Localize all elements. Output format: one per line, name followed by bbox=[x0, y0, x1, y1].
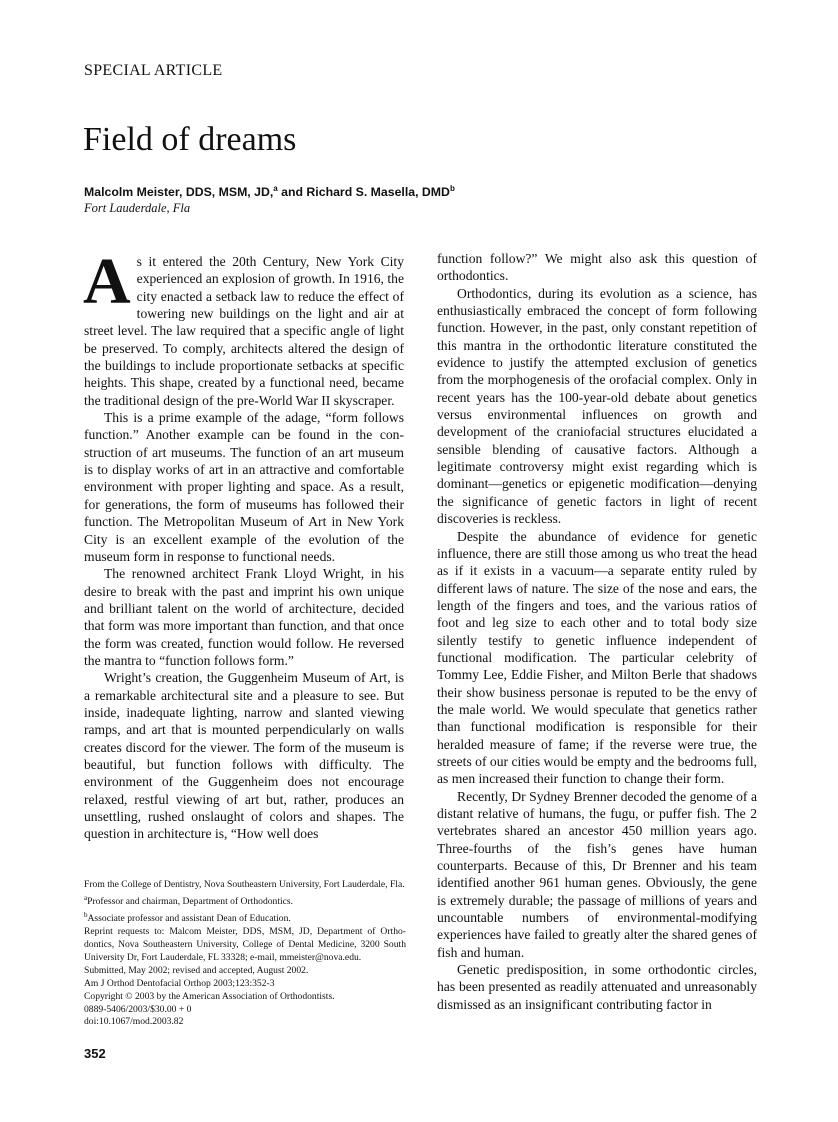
paragraph: function follow?” We might also ask this question of orthodontics. bbox=[437, 251, 757, 284]
paragraph: Wright’s creation, the Guggenheim Museum of Art, is a remarkable architectural site and a pleasure to see. But inside, inadequate lighting, narrow and slanted viewing ramps, and art that is mounted perpendicularly on walls creates discord for the viewer. The form of the museum is beautiful, but function follows with difficulty. The environment of the Guggenheim does not encourage relaxed, restful viewing of art but, rather, produces an unsettling, rushed onslaught of colors and shapes. The question in architecture is, “How well does bbox=[84, 670, 404, 842]
paragraph: The renowned architect Frank Lloyd Wright, in his desire to break with the past and imprint his own unique and brilliant talent on the world of architecture, decided that form was more important than function, and that once the form was created, function would follow. He reversed the mantra to “function follows form.” bbox=[84, 566, 404, 668]
author-line bbox=[84, 184, 455, 199]
paragraph: Orthodontics, during its evolution as a science, has enthusiastically embraced the concept of form following function. However, in the past, only constant repetition of this mantra in the orthodontic literature constituted the evidence to justify the attempted exclusion of genetics from the morphogenesis of the orofacial complex. Only in recent years has the 100-year-old debate about genetics versus environmental influences on growth and development of the craniofacial structures elucidated a sensible blending of causative factors. Although a legitimate controversy might exist regarding which is dominant—genetics or epigenetic modification—denying the significance of genetic factors in light of recent discoveries is reckless. bbox=[437, 285, 757, 527]
footnote-a: $^a$Professor and chairman, Department of Orthodontics. bbox=[84, 893, 294, 908]
doi: doi:10.1067/mod.2003.82 bbox=[84, 1016, 184, 1028]
copyright-notice: Copyright © 2003 by the American Association of Orthodontists. bbox=[84, 990, 335, 1002]
journal-citation: Am J Orthod Dentofacial Orthop 2003;123:352-3 bbox=[84, 977, 275, 989]
footnotes bbox=[84, 879, 406, 1029]
body-column-right bbox=[437, 250, 757, 1013]
paragraph: Recently, Dr Sydney Brenner decoded the genome of a distant relative of humans, the fugu, or puffer fish. The 2 vertebrates shared an ancestor 450 million years ago. Three-fourths of the fish’s genes have human counterparts. Because of this, Dr Brenner and his team identified another 961 human genes. Obviously, the gene is extremely durable; the passage of millions of years and uncountable numbers of environmental-modifying experiences have failed to greatly alter the shared genes of fish and human. bbox=[437, 788, 757, 960]
author-location: Fort Lauderdale, Fla bbox=[84, 201, 191, 215]
author-1-affiliation-marker: a bbox=[273, 184, 278, 193]
issn-price: 0889-5406/2003/$30.00 + 0 bbox=[84, 1003, 192, 1015]
paragraph: Despite the abundance of evidence for genetic influence, there are still those among us who treat the head as if it exists in a vacuum—a separate entity ruled by different laws of nature. The size of the nose and ears, the length of the fingers and toes, and the various ratios of foot and leg size to each other and to total body size silently testify to genetic influence independent of functional modification. The particular celebrity of Tommy Lee, Eddie Fisher, and Milton Berle that shadows their show business personae is reputed to be the envy of the male world. We would speculate that genetics rather than functional modification is responsible for their heralded measure of fame; if the reverse were true, the streets of our cities would be empty and the bedrooms full, as men increased their function to change their form. bbox=[437, 528, 757, 787]
footnote-b: $^b$Associate professor and assistant Dean of Education. bbox=[84, 911, 291, 925]
article-title: Field of dreams bbox=[83, 121, 297, 158]
drop-cap: A bbox=[83, 245, 131, 318]
author-1: Malcolm Meister, DDS, MSM, JD, bbox=[84, 185, 274, 200]
paragraph: This is a prime example of the adage, “form follows function.” Another example can be found in the construction of art museums. The function of an art museum is to display works of art in an attractive and comfortable environment with proper lighting and space. As a result, for generations, the form of museums has followed their function. The Metropolitan Museum of Art in New York City is an excellent example of the evolution of the museum form in response to functional needs. bbox=[84, 410, 404, 564]
section-label: SPECIAL ARTICLE bbox=[84, 62, 223, 79]
author-2-affiliation-marker: b bbox=[449, 184, 455, 193]
reprint-requests: Reprint requests to: Malcom Meister, DDS, MSM, JD, Department of Orthodontics, Nova Southeastern University, College of Dental Medicine, 3200 South University Dr, Fort Lauderdale, FL 33328; e-mail, mmeister@nova.edu. bbox=[84, 926, 406, 963]
submission-dates: Submitted, May 2002; revised and accepted, August 2002. bbox=[84, 964, 309, 976]
page-number: 352 bbox=[84, 1046, 106, 1061]
body-column-left bbox=[83, 245, 404, 843]
paragraph: As it entered the 20th Century, New York City experienced an explosion of growth. In 1916, the city enacted a setback law to reduce the effect of towering new buildings on the light and air at street level. The law required that a specific angle of light be preserved. To comply, architects altered the design of the buildings to include proportionate setbacks at specific heights. This shape, created by a functional need, became the traditional design of the pre-World War II skyscraper. bbox=[83, 245, 404, 408]
author-2: and Richard S. Masella, DMD bbox=[277, 185, 450, 200]
paragraph: Genetic predisposition, in some orthodontic circles, has been presented as readily attenuated and unreasonably dismissed as an insignificant contributing factor in bbox=[437, 962, 757, 1012]
affiliation-note: From the College of Dentistry, Nova Southeastern University, Fort Lauderdale, Fla. bbox=[84, 879, 405, 890]
